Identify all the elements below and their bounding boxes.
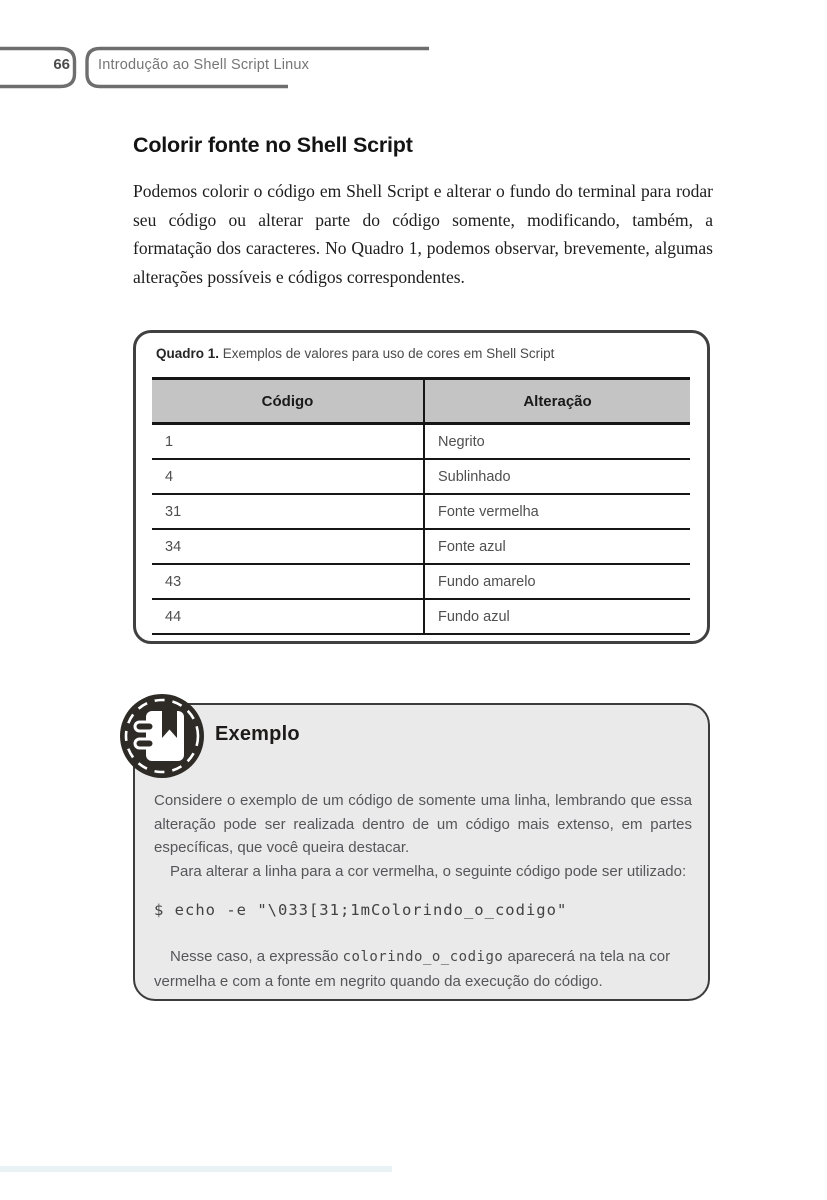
example-paragraph-3-after: aparecerá na tela na cor vermelha e com a fonte em negrito quando da execução do código. [154, 948, 671, 990]
table-row [152, 459, 690, 494]
cell-alteracao: Fonte azul [424, 529, 690, 564]
table-row [152, 529, 690, 564]
shell-code-line: $ echo -e "\033[31;1mColorindo_o_codigo" [154, 901, 568, 919]
running-book-title: Introdução ao Shell Script Linux [98, 57, 310, 73]
intro-paragraph: Podemos colorir o código em Shell Script e alterar o fundo do terminal para rodar seu código ou alterar parte do código somente, modificando, também, a formatação dos caracteres. No Quadro 1, podemos observar, brevemente, algumas alterações possíveis e códigos correspondentes. [133, 181, 713, 287]
cell-alteracao: Fundo azul [424, 599, 690, 634]
section-title: Colorir fonte no Shell Script [133, 133, 413, 157]
cell-codigo: 44 [152, 599, 424, 634]
example-body [154, 789, 692, 883]
column-header-codigo: Código [152, 379, 424, 424]
cell-alteracao: Fonte vermelha [424, 494, 690, 529]
cell-codigo: 4 [152, 459, 424, 494]
inline-code-expression: colorindo_o_codigo [342, 949, 504, 965]
example-paragraph-2: Para alterar a linha para a cor vermelha, o seguinte código pode ser utilizado: [170, 862, 687, 880]
bottom-accent-bar [0, 1166, 392, 1172]
table-caption-text: Exemplos de valores para uso de cores em Shell Script [219, 346, 555, 361]
cell-codigo: 31 [152, 494, 424, 529]
table-caption-label: Quadro 1. [156, 346, 220, 361]
example-paragraph-3-before: Nesse caso, a expressão [170, 948, 343, 965]
cell-codigo: 1 [152, 424, 424, 460]
color-codes-table [152, 377, 690, 635]
table-row [152, 494, 690, 529]
table-row [152, 424, 690, 460]
notebook-bookmark-icon [118, 692, 206, 780]
cell-codigo: 43 [152, 564, 424, 599]
page-number: 66 [53, 56, 70, 73]
example-paragraph-3 [154, 945, 694, 993]
example-callout [133, 703, 710, 1001]
cell-codigo: 34 [152, 529, 424, 564]
quadro-1-panel [133, 330, 710, 644]
table-caption [156, 346, 554, 361]
example-heading: Exemplo [215, 723, 300, 745]
cell-alteracao: Sublinhado [424, 459, 690, 494]
cell-alteracao: Negrito [424, 424, 690, 460]
column-header-alteracao: Alteração [424, 379, 690, 424]
table-row [152, 564, 690, 599]
table-header-row [152, 379, 690, 424]
table-row [152, 599, 690, 634]
example-paragraph-1: Considere o exemplo de um código de somente uma linha, lembrando que essa alteração pode ser realizada dentro de um código mais extenso, em partes específicas, que você queira destacar. [154, 792, 692, 856]
cell-alteracao: Fundo amarelo [424, 564, 690, 599]
